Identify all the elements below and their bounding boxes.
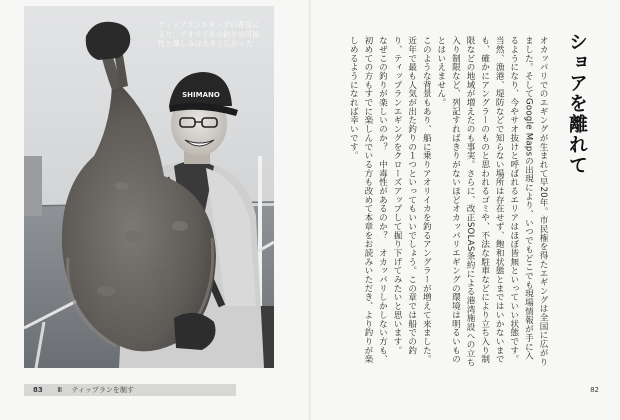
left-page-footer bbox=[24, 384, 236, 396]
body-text bbox=[342, 36, 550, 368]
body-paragraph: なぜこの釣りが楽しいのか？ 中毒性があるのか？ オカッパリしかしない方も、初めての方もすでに楽しんでいる方も改めて本章をお読みいただき、より釣りが楽しめるようになれば幸いです。 bbox=[348, 36, 388, 364]
chapter-title: ティップランを制す bbox=[71, 386, 134, 394]
caption-line: より、アオリイカの釣りの可能 bbox=[158, 29, 260, 39]
caption-line: 性と楽しみは大きく広がった bbox=[158, 39, 253, 49]
body-paragraph: このような背景もあり、船に乗りアオリイカを釣るアングラーが増えて来ました。近年で最も人気が出た釣りの１つといってもいいでしょう。この章では船での釣り、ティップランエギングをクローズアップして掘り下げてみたいと思います。 bbox=[392, 36, 432, 364]
angler-photo bbox=[24, 6, 274, 368]
cap-logo: SHIMANO bbox=[182, 91, 220, 99]
page-number: 82 bbox=[590, 386, 599, 394]
page-gutter bbox=[309, 0, 311, 420]
photo-illustration bbox=[24, 6, 274, 368]
caption-line: ティップランエギングの普及に bbox=[158, 20, 260, 29]
chapter-number: Ⅲ bbox=[57, 386, 63, 394]
body-paragraph: オカッパリでのエギングが生まれて早20年。市民権を得たエギングは全国に広がりました。そしてGoogle Mapsの出現により、いつでもどこでも現場情報が手に入るようになり、今やサオ抜けと呼ばれるエリアはほぼ皆無といっていい状態です。当然、漁港、堤防などで知らない場所は存在せず、飽和状態とまではいかないまでも、確かにアングラーのものと思われるゴミや、不法な駐車などにより立ち入り制限などの地域が増えたのも事実。さらに、改正SOLAS条約による港湾施設への立ち入り制限など、列記すればきりがないほどオカッパリエギングの環境は明るいものとはいえません。 bbox=[435, 36, 548, 367]
photo-caption bbox=[158, 20, 274, 49]
section-heading: ショアを離れて bbox=[566, 32, 588, 176]
page-number: 83 bbox=[33, 386, 43, 394]
